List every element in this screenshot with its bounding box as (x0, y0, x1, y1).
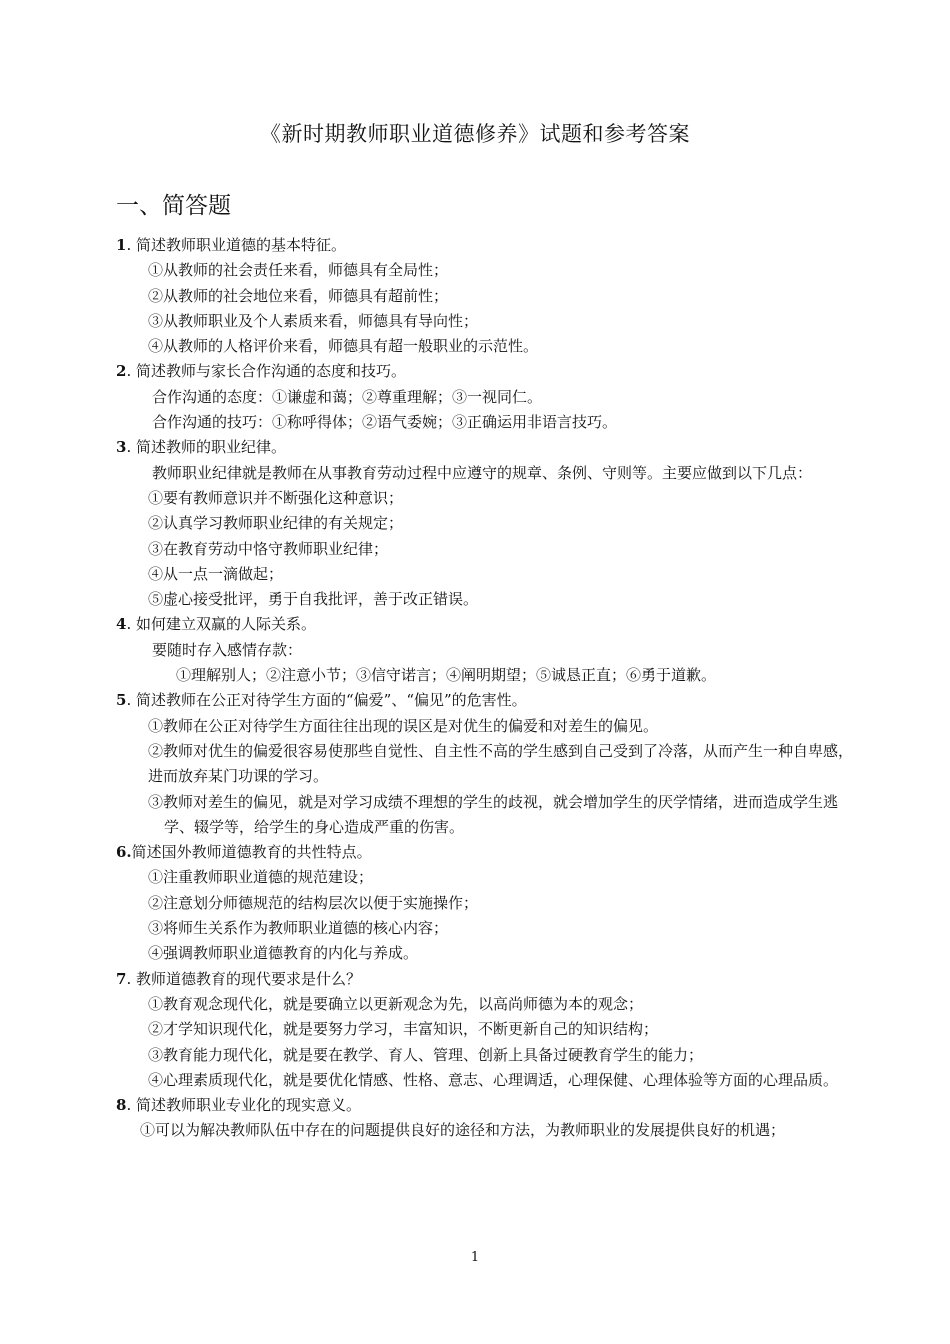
answer-paragraph: ②教师对优生的偏爱很容易使那些自觉性、自主性不高的学生感到自己受到了冷落，从而产生一种自卑感，进而放弃某门功课的学习。 (148, 741, 854, 786)
answer-line: ③在教育劳动中恪守教师职业纪律； (148, 539, 389, 558)
question-number: 4 (116, 615, 127, 634)
answer-line: ①理解别人；②注意小节；③信守诺言；④阐明期望；⑤诚恳正直；⑥勇于道歉。 (176, 666, 717, 685)
question-3 (116, 435, 854, 460)
question-2 (116, 359, 854, 384)
answer-line: 合作沟通的技巧：①称呼得体；②语气委婉；③正确运用非语言技巧。 (152, 413, 618, 432)
question-5 (116, 688, 854, 713)
question-text: 简述教师与家长合作沟通的态度和技巧。 (135, 362, 406, 381)
question-text: 简述教师职业道德的基本特征。 (135, 236, 346, 254)
answer-line: ①注重教师职业道德的规范建设； (148, 868, 374, 887)
question-8 (116, 1093, 854, 1118)
answer-paragraph: ④心理素质现代化，就是要优化情感、性格、意志、心理调适，心理保健、心理体验等方面的心理品质。 (148, 1070, 839, 1089)
answer-line: ③教育能力现代化，就是要在教学、育人、管理、创新上具备过硬教育学生的能力； (148, 1045, 704, 1064)
question-number: 1 (116, 236, 127, 254)
answer-line: ④强调教师职业道德教育的内化与养成。 (148, 944, 419, 963)
question-text: 简述教师的职业纪律。 (135, 438, 286, 457)
question-separator: . (126, 1096, 136, 1115)
question-separator: . (126, 236, 136, 254)
answer-line: ①教育观念现代化，就是要确立以更新观念为先，以高尚师德为本的观念； (148, 994, 644, 1013)
page-number: 1 (470, 1250, 480, 1265)
question-number: 7 (116, 969, 127, 988)
question-text: 如何建立双赢的人际关系。 (135, 615, 316, 634)
answer-line: ③将师生关系作为教师职业道德的核心内容； (148, 919, 449, 938)
answer-line: ③从教师职业及个人素质来看，师德具有导向性； (148, 311, 479, 330)
section-title: 一、简答题 (116, 193, 231, 219)
question-number: 5 (116, 691, 127, 710)
question-separator: . (126, 969, 136, 988)
page-title: 《新时期教师职业道德修养》试题和参考答案 (260, 122, 690, 146)
answer-line: ①要有教师意识并不断强化这种意识； (148, 488, 404, 507)
question-number: 6. (116, 843, 132, 862)
answer-line: ⑤虚心接受批评，勇于自我批评，善于改正错误。 (148, 590, 479, 609)
question-separator: . (126, 615, 136, 634)
answer-line: 合作沟通的态度：①谦虚和蔼；②尊重理解；③一视同仁。 (152, 387, 543, 406)
answer-line: ④从教师的人格评价来看，师德具有超一般职业的示范性。 (148, 337, 539, 356)
question-number: 2 (116, 362, 127, 381)
question-6 (116, 840, 854, 865)
question-text: 简述教师职业专业化的现实意义。 (135, 1096, 361, 1115)
question-text: 简述教师在公正对待学生方面的“偏爱”、“偏见”的危害性。 (135, 691, 527, 710)
question-text: 教师道德教育的现代要求是什么？ (135, 969, 361, 988)
answer-line: ①可以为解决教师队伍中存在的问题提供良好的途径和方法，为教师职业的发展提供良好的机遇； (140, 1121, 786, 1140)
answer-line: ①从教师的社会责任来看，师德具有全局性； (148, 261, 449, 280)
answer-line: ④从一点一滴做起； (148, 564, 284, 583)
question-text: 简述国外教师道德教育的共性特点。 (131, 843, 372, 862)
answer-line: ②从教师的社会地位来看，师德具有超前性； (148, 286, 449, 305)
question-1 (116, 233, 854, 258)
question-separator: . (126, 691, 136, 710)
question-number: 3 (116, 438, 127, 457)
answer-line: ①教师在公正对待学生方面往往出现的误区是对优生的偏爱和对差生的偏见。 (148, 716, 659, 735)
answer-line: ②注意划分师德规范的结构层次以便于实施操作； (148, 893, 479, 912)
question-separator: . (126, 438, 136, 457)
answer-paragraph: ③教师对差生的偏见，就是对学习成绩不理想的学生的歧视，就会增加学生的厌学情绪，进而造成学生逃学、辍学等，给学生的身心造成严重的伤害。 (148, 792, 839, 836)
answer-paragraph: 教师职业纪律就是教师在从事教育劳动过程中应遵守的规章、条例、守则等。主要应做到以下几点： (152, 463, 813, 482)
answer-line: 要随时存入感情存款： (152, 640, 303, 659)
answer-line: ②认真学习教师职业纪律的有关规定； (148, 514, 404, 533)
question-7 (116, 967, 854, 992)
question-number: 8 (116, 1096, 127, 1115)
question-list (116, 233, 854, 1144)
question-separator: . (126, 362, 136, 381)
question-4 (116, 612, 854, 637)
answer-line: ②才学知识现代化，就是要努力学习，丰富知识，不断更新自己的知识结构； (148, 1020, 659, 1039)
